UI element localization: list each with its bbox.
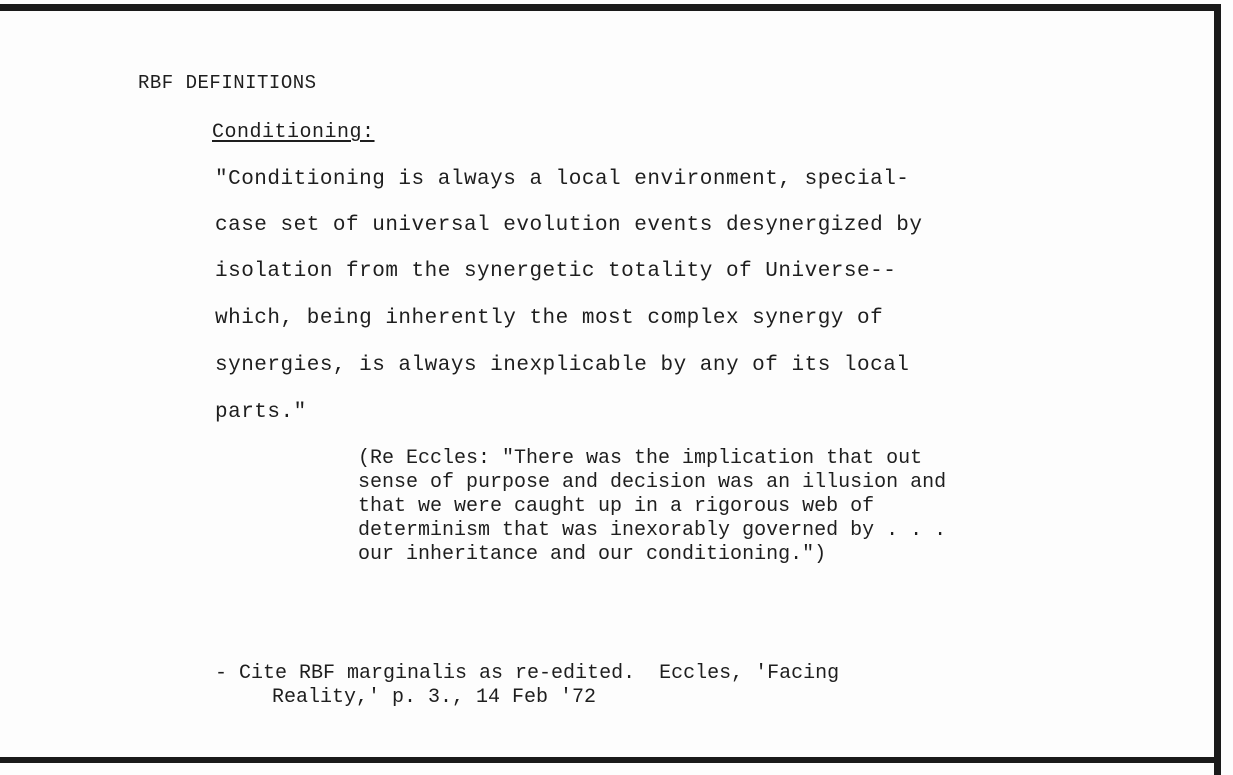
citation-note — [215, 662, 839, 710]
definition-line: isolation from the synergetic totality of Universe-- — [215, 260, 897, 283]
top-border — [0, 4, 1220, 11]
bottom-border — [0, 757, 1220, 763]
right-border — [1214, 4, 1221, 775]
quote-line: our inheritance and our conditioning.") — [358, 543, 827, 566]
definition-line: "Conditioning is always a local environment, special- — [215, 168, 910, 191]
quote-line: sense of purpose and decision was an illusion and — [358, 471, 947, 494]
document-heading: RBF DEFINITIONS — [138, 72, 317, 94]
quote-line: determinism that was inexorably governed by . . . — [358, 519, 947, 542]
citation-line: Reality,' p. 3., 14 Feb '72 — [272, 686, 597, 709]
definition-line: which, being inherently the most complex synergy of — [215, 307, 884, 330]
quote-line: that we were caught up in a rigorous web of — [358, 495, 875, 518]
term-title: Conditioning: — [212, 121, 375, 144]
definition-line: parts." — [215, 401, 307, 424]
citation-line: - Cite RBF marginalis as re-edited. Eccles, 'Facing — [215, 662, 840, 685]
eccles-quote — [358, 447, 946, 567]
definition-line: synergies, is always inexplicable by any of its local — [215, 354, 910, 377]
definition-line: case set of universal evolution events desynergized by — [215, 214, 923, 237]
quote-line: (Re Eccles: "There was the implication that out — [358, 447, 923, 470]
